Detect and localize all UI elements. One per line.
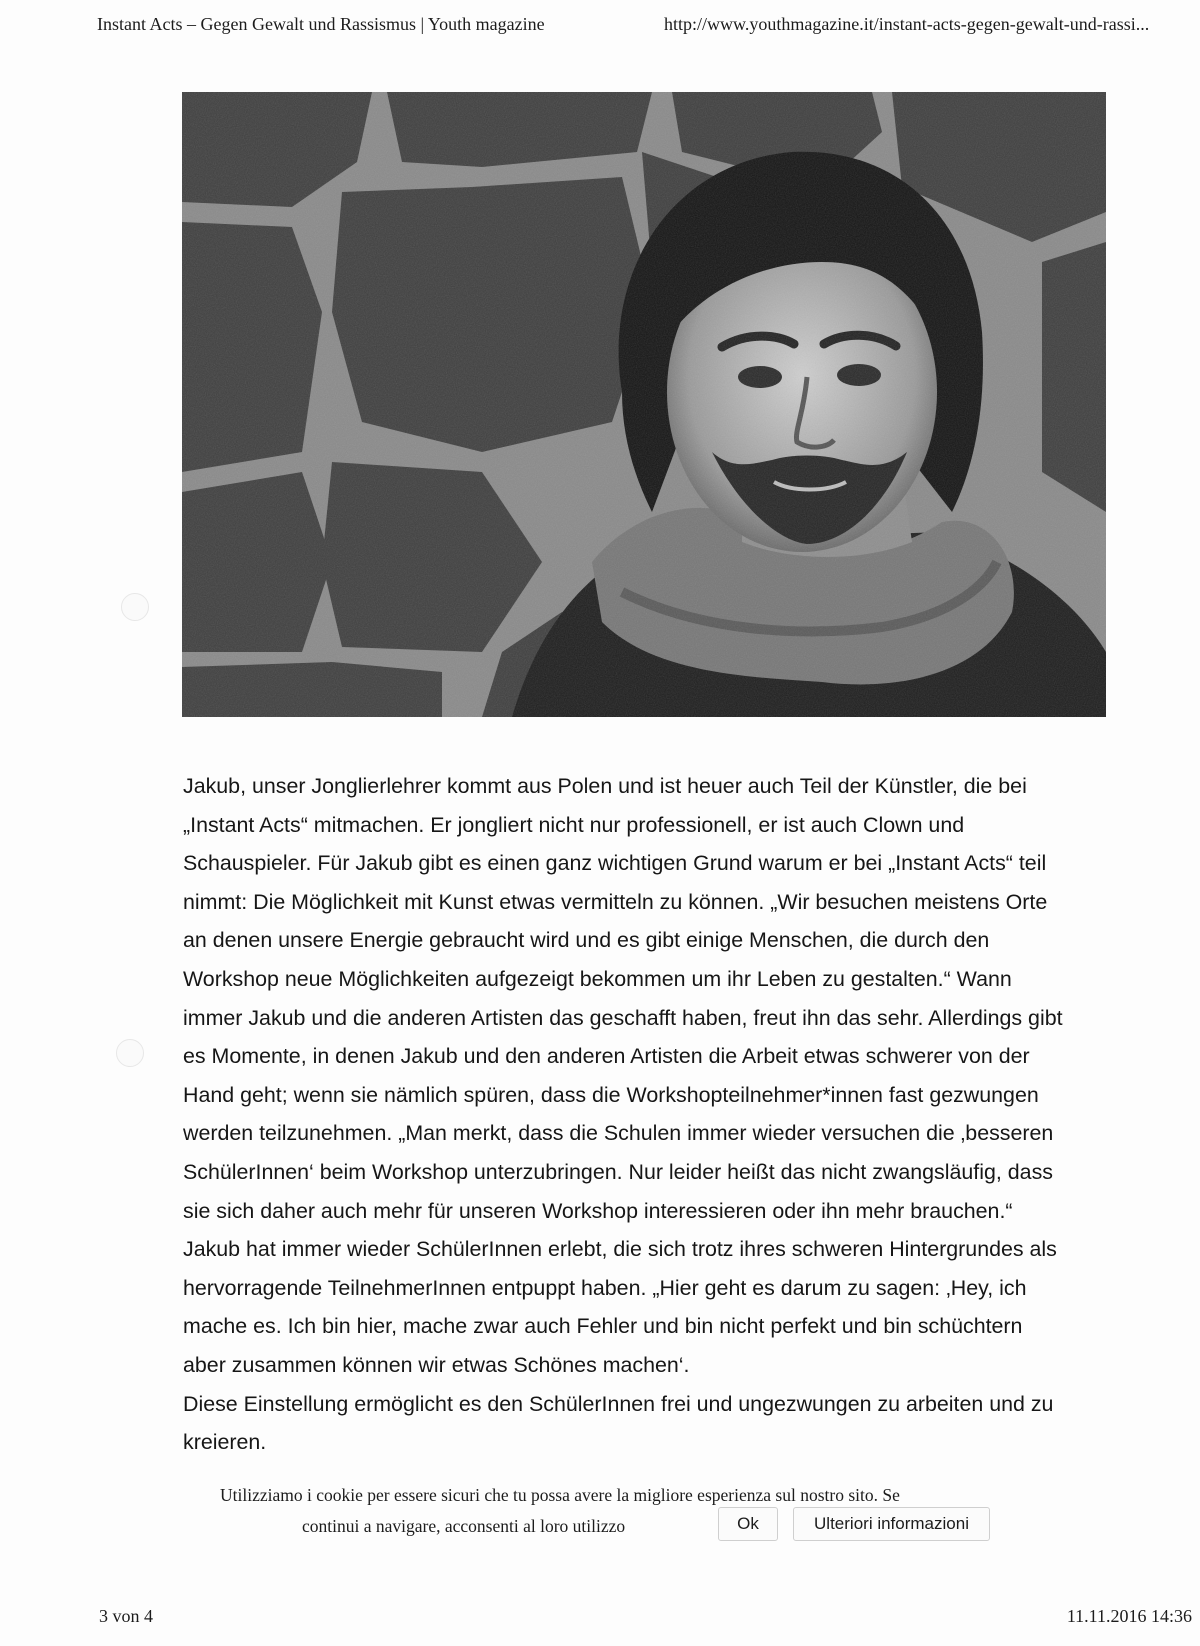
article-line: Schauspieler. Für Jakub gibt es einen ganz wichtigen Grund warum er bei „Instant Acts“ teil <box>183 851 1047 876</box>
article-line: es Momente, in denen Jakub und den anderen Artisten die Arbeit etwas schwerer von der <box>183 1044 1030 1069</box>
article-line: immer Jakub und die anderen Artisten das geschafft haben, freut ihn das sehr. Allerdings gibt <box>183 1005 1063 1030</box>
article-line: Diese Einstellung ermöglicht es den SchülerInnen frei und ungezwungen zu arbeiten und zu <box>183 1391 1054 1416</box>
article-line: aber zusammen können wir etwas Schönes machen‘. <box>183 1352 690 1377</box>
cookie-notice-line-2: continui a navigare, acconsenti al loro utilizzo <box>302 1516 626 1536</box>
article-line: Jakub, unser Jonglierlehrer kommt aus Polen und ist heuer auch Teil der Künstler, die bei <box>183 774 1027 798</box>
cookie-notice-line-1: Utilizziamo i cookie per essere sicuri che tu possa avere la migliore esperienza sul nostro sito. Se <box>220 1485 900 1505</box>
print-footer <box>99 1603 1192 1633</box>
cookie-ok-button[interactable]: Ok <box>718 1507 778 1541</box>
scan-punch-mark <box>121 593 149 621</box>
page-number: 3 von 4 <box>99 1606 153 1626</box>
article-line: an denen unsere Energie gebraucht wird und es gibt einige Menschen, die durch den <box>183 928 990 953</box>
print-page-title: Instant Acts – Gegen Gewalt und Rassismus | Youth magazine <box>97 14 545 34</box>
article-line: SchülerInnen‘ beim Workshop unterzubringen. Nur leider heißt das nicht zwangsläufig, dass <box>183 1159 1053 1184</box>
article-body <box>183 767 1113 1462</box>
article-line: Workshop neue Möglichkeiten aufgezeigt bekommen um ihr Leben zu gestalten.“ Wann <box>183 966 1012 991</box>
scan-punch-mark <box>116 1039 144 1067</box>
cookie-more-info-button[interactable]: Ulteriori informazioni <box>793 1507 990 1541</box>
portrait-photo-image <box>182 92 1106 717</box>
print-page-url: http://www.youthmagazine.it/instant-acts-gegen-gewalt-und-rassi... <box>664 14 1150 34</box>
article-line: „Instant Acts“ mitmachen. Er jongliert nicht nur professionell, er ist auch Clown und <box>183 812 965 837</box>
article-line: sie sich daher auch mehr für unseren Workshop interessieren oder ihn mehr brauchen.“ <box>183 1198 1013 1223</box>
print-datetime: 11.11.2016 14:36 <box>1066 1606 1192 1626</box>
article-line: Hand geht; wenn sie nämlich spüren, dass die Workshopteilnehmer*innen fast gezwungen <box>183 1082 1039 1107</box>
article-line: nimmt: Die Möglichkeit mit Kunst etwas vermitteln zu können. „Wir besuchen meistens Orte <box>183 889 1048 914</box>
article-line: hervorragende TeilnehmerInnen entpuppt haben. „Hier geht es darum zu sagen: ‚Hey, ich <box>183 1275 1027 1300</box>
article-line: Jakub hat immer wieder SchülerInnen erlebt, die sich trotz ihres schweren Hintergrundes als <box>183 1237 1057 1262</box>
article-photo <box>182 92 1106 717</box>
article-line: mache es. Ich bin hier, mache zwar auch Fehler und bin nicht perfekt und bin schüchtern <box>183 1314 1023 1339</box>
print-header <box>97 10 1192 40</box>
article-line: kreieren. <box>183 1430 267 1455</box>
article-line: werden teilzunehmen. „Man merkt, dass die Schulen immer wieder versuchen die ‚besseren <box>183 1121 1054 1146</box>
